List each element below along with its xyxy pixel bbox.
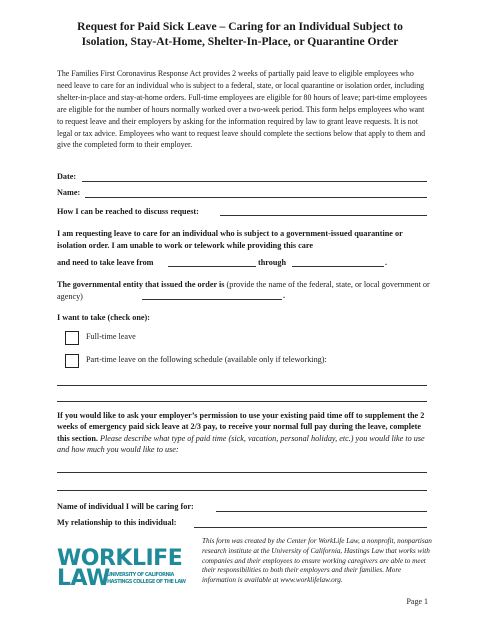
logo-law-text: LAW xyxy=(57,566,110,591)
schedule-line-1[interactable] xyxy=(57,385,427,386)
name-field[interactable] xyxy=(85,197,427,198)
date-field[interactable] xyxy=(82,181,427,182)
date-label: Date: xyxy=(57,172,77,181)
leave-start-field[interactable] xyxy=(168,266,256,267)
individual-label: Name of individual I will be caring for: xyxy=(57,502,194,511)
entity-end: . xyxy=(283,291,286,300)
logo-university-text: UNIVERSITY OF CALIFORNIA xyxy=(107,572,174,578)
logo-worklife-text: WORKLIFE xyxy=(57,546,183,571)
individual-field[interactable] xyxy=(216,511,427,512)
dates-prefix: and need to take leave from xyxy=(57,258,154,267)
relationship-label: My relationship to this individual: xyxy=(57,518,177,527)
page-number: Page 1 xyxy=(406,597,428,606)
dates-through: through xyxy=(258,258,287,267)
paid-time-italic: Please describe what type of paid time (sick, vacation, personal holiday, etc.) you would like to use and how much you would like to use: xyxy=(57,433,425,455)
entity-field[interactable] xyxy=(142,299,282,300)
paid-time-paragraph xyxy=(57,410,431,456)
fulltime-label: Full-time leave xyxy=(86,332,136,341)
paid-time-line-2[interactable] xyxy=(57,490,427,491)
intro-paragraph: The Families First Coronavirus Response Act provides 2 weeks of partially paid leave to eligible employees who need leave to care for an individual who is subject to a federal, state, or local quarantine or isolation order, including shelter-in-place and stay-at-home orders. Full-time employees are eligible for 80 hours of leave; part-time employees are eligible for the number of hours normally worked over a two-week period. This form helps employees who want to request leave and their employers by asking for the information required by law to grant leave requests. It is not legal or tax advice. Employees who want to request leave should complete the sections below that apply to them and give the completed form to their employer. xyxy=(57,69,427,150)
dates-end: . xyxy=(385,258,388,267)
entity-bold: The governmental entity that issued the order is xyxy=(57,280,225,289)
reach-label: How I can be reached to discuss request: xyxy=(57,207,199,216)
title-line-1: Request for Paid Sick Leave – Caring for an Individual Subject to xyxy=(77,20,403,33)
credit-note: This form was created by the Center for WorkLife Law, a nonprofit, nonpartisan research institute at the University of California, Hastings Law that works with companies and their employees to ensure working caregivers are able to meet their responsibilities to both their employers and their families. More information is available at www.worklifelaw.org. xyxy=(202,537,432,585)
name-label: Name: xyxy=(57,188,81,197)
page-title xyxy=(40,19,440,49)
schedule-line-2[interactable] xyxy=(57,401,427,402)
parttime-checkbox[interactable] xyxy=(65,354,79,368)
paid-time-bold: If you would like to ask your employer’s permission to use your existing paid time off to supplement the 2 weeks of emergency paid sick leave at 2/3 pay, to receive your normal full pay during the leave, complete this section. xyxy=(57,411,425,443)
parttime-label: Part-time leave on the following schedule (available only if teleworking): xyxy=(86,355,327,364)
reach-field[interactable] xyxy=(220,215,427,216)
paid-time-line-1[interactable] xyxy=(57,472,427,473)
relationship-field[interactable] xyxy=(194,527,427,528)
logo-college-text: HASTINGS COLLEGE OF THE LAW xyxy=(107,579,186,585)
leave-end-field[interactable] xyxy=(292,266,384,267)
request-statement: I am requesting leave to care for an individual who is subject to a government-issued quarantine or isolation order. I am unable to work or telework while providing this care xyxy=(57,229,403,250)
take-heading: I want to take (check one): xyxy=(57,313,151,322)
fulltime-checkbox[interactable] xyxy=(65,331,79,345)
title-line-2: Isolation, Stay-At-Home, Shelter-In-Place, or Quarantine Order xyxy=(81,35,399,48)
entity-normal: (provide the name of the federal, state, or local government or agency) xyxy=(57,280,430,301)
